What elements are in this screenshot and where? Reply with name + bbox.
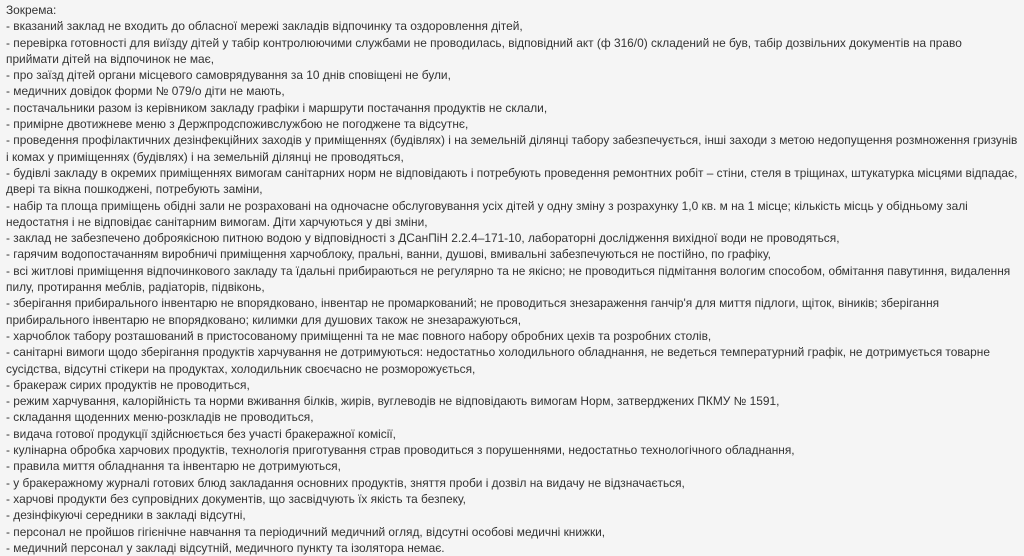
list-item: - зберігання прибирального інвентарю не впорядковано, інвентар не промаркований; не проводиться знезараження ганчір'я для миття підлоги, щіток, віників; зберігання прибирального інвентарю не впорядковано; килимки для душових також не знезаражуються, [6, 296, 940, 327]
section-heading: Зокрема: [6, 3, 57, 17]
list-item: - дезінфікуючі середники в закладі відсутні, [6, 508, 246, 523]
list-item: - набір та площа приміщень обідні зали не розраховані на одночасне обслуговування усіх дітей у одну зміну з розрахунку 1,0 кв. м на 1 місце; кількість місць у обідньому залі недостатня і не відповідає санітарним вимогам. Діти харчуються у дві зміни, [6, 198, 968, 229]
list-item: - медичних довідок форми № 079/о діти не мають, [6, 84, 285, 99]
list-item: - медичний персонал у закладі відсутній, медичного пункту та ізолятора немає. [6, 540, 445, 555]
list-item: - постачальники разом із керівником закладу графіки і маршрути постачання продуктів не склали, [6, 100, 548, 115]
list-item: - гарячим водопостачанням виробничі приміщення харчоблоку, пральні, ванни, душові, вмивальні забезпечуються не постійно, по графіку, [6, 247, 771, 262]
list-item: - харчоблок табору розташований в пристосованому приміщенні та не має повного набору обробних цехів та розробних столів, [6, 328, 712, 343]
list-item: - кулінарна обробка харчових продуктів, технологія приготування страв проводиться з порушеннями, недостатньо технологічного обладнання, [6, 443, 795, 458]
list-item: - персонал не пройшов гігієнічне навчання та періодичний медичний огляд, відсутні особові медичні книжки, [6, 524, 606, 539]
list-item: - проведення профілактичних дезінфекційних заходів у приміщеннях (будівлях) і на земельній ділянці табору забезпечується, інші заходи з метою недопущення розмноження гризунів і комах у приміщеннях (будівлях) і на земельній ділянці не проводяться, [6, 133, 1018, 164]
list-item: - перевірка готовності для виїзду дітей у табір контролюючими службами не проводилась, відповідний акт (ф 316/0) складений не був, табір дозвільних документів на право приймати дітей на відпочинок не має, [6, 35, 962, 66]
list-item: - бракераж сирих продуктів не проводиться, [6, 377, 250, 392]
list-item: - всі житлові приміщення відпочинкового закладу та їдальні прибираються не регулярно та не якісно; не проводиться підмітання вологим способом, обмітання павутиння, видалення пилу, протирання меблів, радіаторів, підвіконь, [6, 263, 1011, 295]
list-item: - видача готової продукції здійснюється без участі бракеражної комісії, [6, 426, 396, 441]
list-item: - санітарні вимоги щодо зберігання продуктів харчування не дотримуються: недостатньо холодильного обладнання, не ведеться температурний графік, не дотримується товарне сусідства, відсутні стікери на продуктах, холодильник своєчасно не розморожується, [6, 345, 990, 376]
list-item: - режим харчування, калорійність та норми вживання білків, жирів, вуглеводів не відповідають вимогам Норм, затверджених ПКМУ № 1591, [6, 394, 780, 409]
list-item: - заклад не забезпечено доброякісною питною водою у відповідності з ДСанПіН 2.2.4–171-10, лабораторні дослідження вихідної води не проводяться, [6, 231, 840, 246]
list-item: - складання щоденних меню-розкладів не проводиться, [6, 410, 314, 425]
list-item: - примірне двотижневе меню з Держпродспоживслужбою не погоджене та відсутнє, [6, 117, 469, 132]
list-item: - будівлі закладу в окремих приміщеннях вимогам санітарних норм не відповідають і потребують проведення ремонтних робіт – стіни, стеля в тріщинах, штукатурка місцями відпадає, двері та вікна пошкоджені, потребують заміни, [6, 165, 1018, 197]
list-item: - у бракеражному журналі готових блюд закладання основних продуктів, зняття проби і дозвіл на видачу не відзначається, [6, 475, 685, 490]
list-item: - харчові продукти без супровідних документів, що засвідчують їх якість та безпеку, [6, 491, 466, 506]
list-item: - правила миття обладнання та інвентарю не дотримуються, [6, 459, 341, 474]
list-item: - про заїзд дітей органи місцевого самоврядування за 10 днів сповіщені не були, [6, 68, 451, 83]
list-item: - вказаний заклад не входить до обласної мережі закладів відпочинку та оздоровлення дітей, [6, 19, 523, 34]
